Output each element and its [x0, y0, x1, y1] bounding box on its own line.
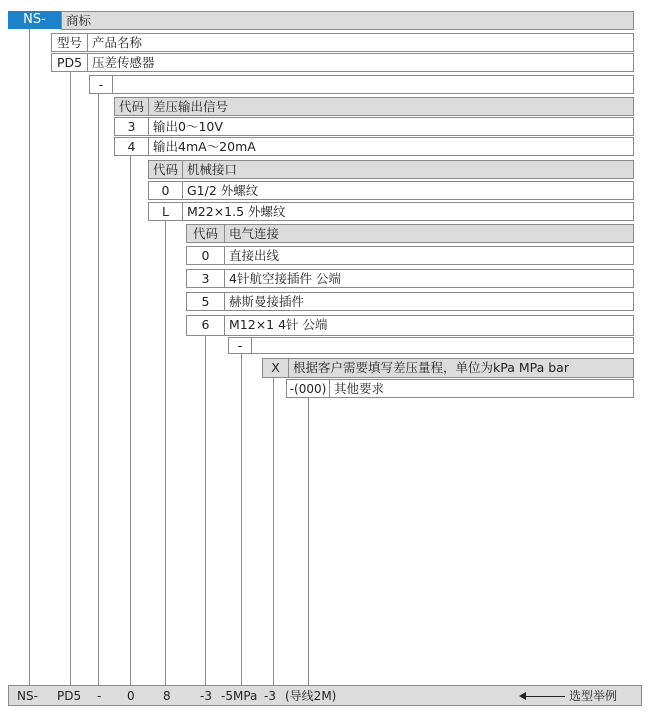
option-desc: 输出0～10V — [148, 118, 633, 135]
option-code: 4 — [127, 139, 136, 154]
example-part: 8 — [163, 689, 171, 703]
other-desc: 其他要求 — [329, 380, 633, 397]
electrical-option-row — [186, 269, 634, 288]
separator-row — [228, 337, 634, 354]
example-part: -3 — [200, 689, 212, 703]
model-name-header: 产品名称 — [87, 34, 633, 51]
example-label: 选型举例 — [569, 689, 618, 703]
model-row — [51, 53, 634, 72]
connector-line — [165, 221, 166, 685]
electrical-option-row — [186, 315, 634, 336]
option-code: 6 — [201, 317, 210, 332]
mechanical-code-header: 代码 — [152, 162, 178, 177]
option-desc: 4针航空接插件 公端 — [224, 270, 633, 287]
connector-line — [273, 377, 274, 685]
connector-line — [130, 156, 131, 685]
option-code: 3 — [127, 119, 136, 134]
range-code: X — [271, 360, 280, 375]
range-desc: 根据客户需要填写差压量程，单位为kPa MPa bar — [288, 359, 633, 377]
brand-row — [61, 11, 634, 30]
example-part: PD5 — [57, 689, 82, 703]
example-part: -5MPa — [221, 689, 258, 703]
option-code: 0 — [201, 248, 210, 263]
option-code: L — [162, 204, 169, 219]
model-code: PD5 — [56, 55, 83, 70]
connector-line — [241, 353, 242, 685]
connector-line — [70, 71, 71, 685]
example-part: -3 — [264, 689, 276, 703]
signal-header-row — [114, 97, 634, 116]
mechanical-header-row — [148, 160, 634, 179]
connector-line — [308, 397, 309, 685]
brand-prefix: NS- — [8, 11, 61, 29]
option-desc: M22×1.5 外螺纹 — [182, 203, 633, 220]
dash: - — [98, 77, 104, 92]
model-code-header: 型号 — [56, 35, 82, 50]
brand-label: 商标 — [66, 13, 92, 28]
example-part: (导线2M) — [285, 689, 337, 703]
option-code: 5 — [201, 294, 210, 309]
option-desc: M12×1 4针 公端 — [224, 316, 633, 335]
example-part: - — [97, 689, 102, 703]
example-part: NS- — [17, 689, 38, 703]
connector-line — [205, 336, 206, 685]
example-bar — [8, 685, 642, 706]
option-code: 0 — [161, 183, 170, 198]
dash: - — [237, 338, 243, 353]
signal-option-row — [114, 137, 634, 156]
model-header-row — [51, 33, 634, 52]
signal-option-row — [114, 117, 634, 136]
option-desc: 输出4mA～20mA — [148, 138, 633, 155]
model-name: 压差传感器 — [87, 54, 633, 71]
electrical-code-header: 代码 — [192, 226, 218, 241]
option-code: 3 — [201, 271, 210, 286]
example-part: 0 — [127, 689, 135, 703]
electrical-title: 电气连接 — [224, 225, 633, 242]
signal-title: 差压输出信号 — [148, 98, 633, 115]
mechanical-title: 机械接口 — [182, 161, 633, 178]
separator-row — [89, 75, 634, 94]
other-row — [286, 379, 634, 398]
connector-line — [98, 93, 99, 685]
arrow-left-icon — [525, 696, 565, 697]
electrical-header-row — [186, 224, 634, 243]
connector-line — [29, 29, 30, 685]
electrical-option-row — [186, 292, 634, 311]
option-desc: 赫斯曼接插件 — [224, 293, 633, 310]
signal-code-header: 代码 — [118, 99, 144, 114]
option-desc: G1/2 外螺纹 — [182, 182, 633, 199]
mechanical-option-row — [148, 181, 634, 200]
range-row — [262, 358, 634, 378]
other-code: -(000) — [289, 382, 327, 396]
electrical-option-row — [186, 246, 634, 265]
mechanical-option-row — [148, 202, 634, 221]
option-desc: 直接出线 — [224, 247, 633, 264]
